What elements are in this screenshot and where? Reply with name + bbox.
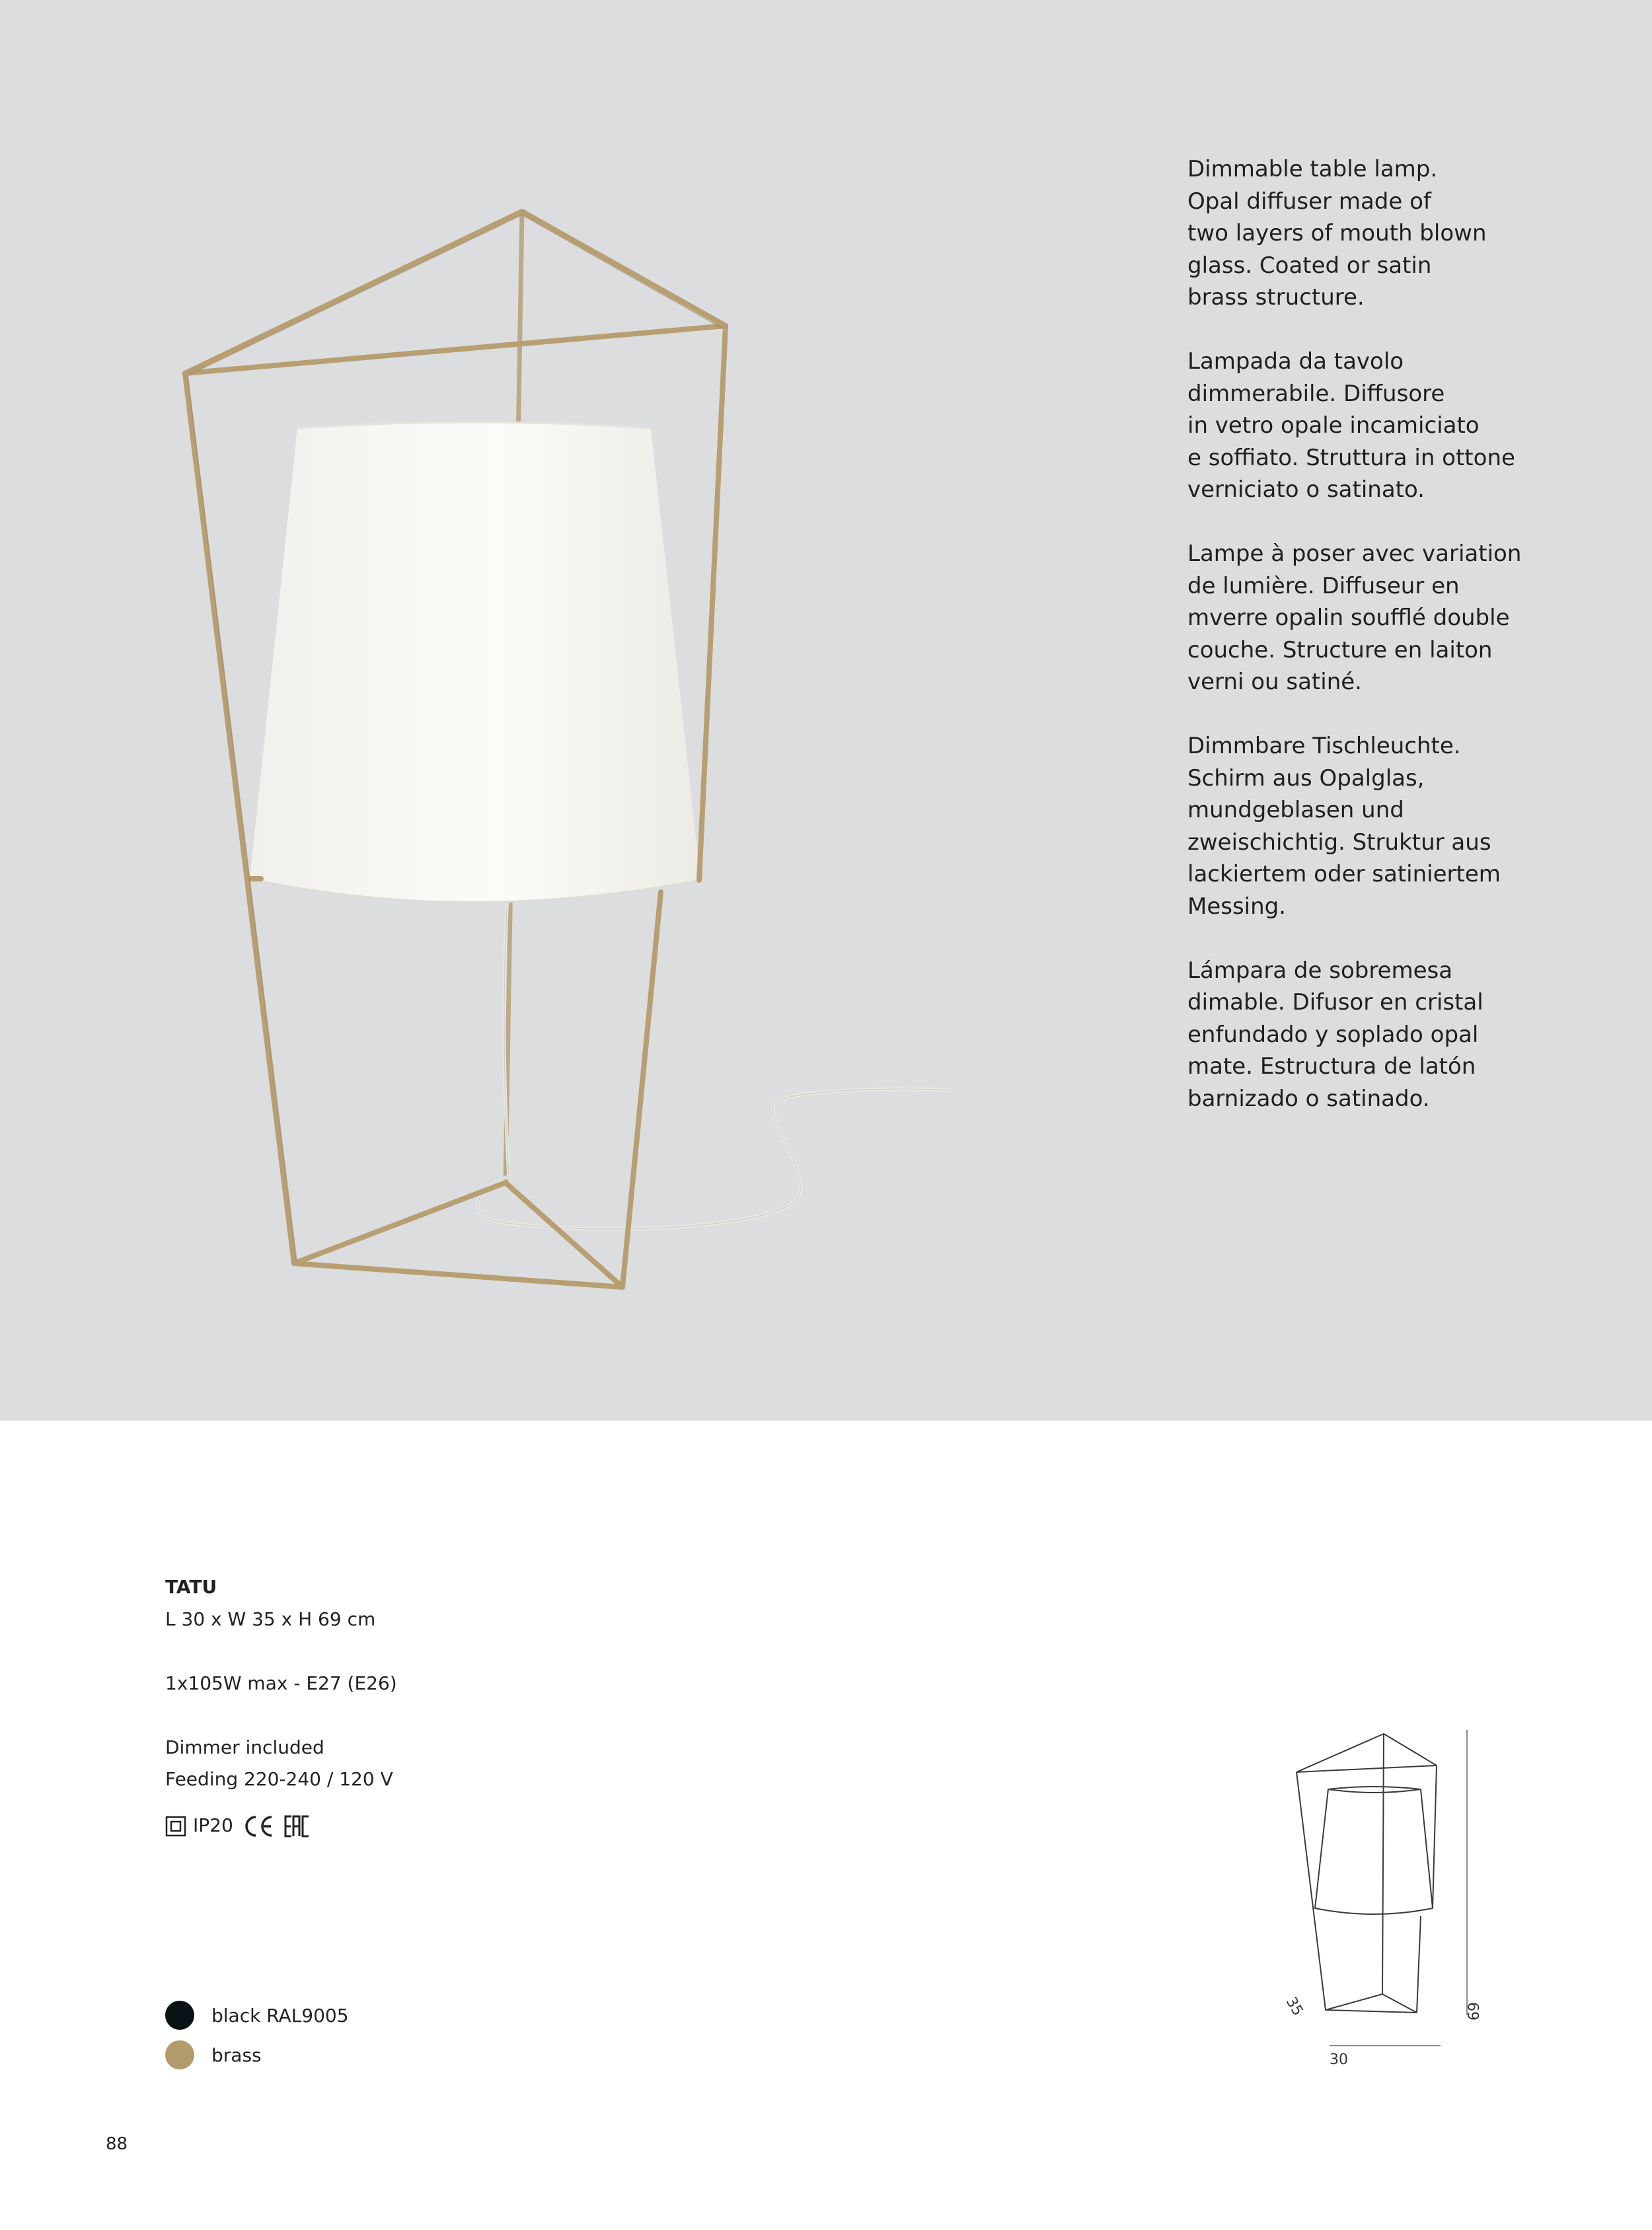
- double-insulation-icon: [165, 1816, 186, 1837]
- finish-label: black RAL9005: [211, 2004, 349, 2026]
- ip-rating: IP20: [193, 1814, 233, 1837]
- swatch-brass: [165, 2040, 194, 2069]
- page-number: 88: [106, 2134, 128, 2154]
- product-power: 1x105W max - E27 (E26): [165, 1672, 397, 1694]
- product-descriptions: [1187, 153, 1584, 1147]
- ce-mark-icon: [243, 1814, 276, 1838]
- lamp-photo: [0, 0, 991, 1421]
- product-name: TATU: [165, 1576, 217, 1598]
- description-spanish: Lámpara de sobremesa dimable. Difusor en cristal enfundado y soplado opal mate. Estructura de latón barnizado o satinado.: [1187, 957, 1483, 1112]
- finish-option: [165, 1995, 349, 2035]
- certification-row: [165, 1810, 694, 1842]
- finish-option: [165, 2035, 349, 2075]
- finish-swatches: [165, 1995, 349, 2075]
- depth-label: 35: [1282, 1994, 1306, 2019]
- description-german: Dimmbare Tischleuchte. Schirm aus Opalglas, mundgeblasen und zweischichtig. Struktur aus lackiertem oder satiniertem Messing.: [1187, 733, 1501, 920]
- product-feeding: Feeding 220-240 / 120 V: [165, 1768, 393, 1790]
- product-dimmer: Dimmer included: [165, 1736, 324, 1758]
- width-label: 30: [1330, 2052, 1348, 2068]
- eac-mark-icon: [283, 1814, 311, 1838]
- description-french: Lampe à poser avec variation de lumière. Diffuseur en mverre opalin soufflé double couche. Structure en laiton verni ou satiné.: [1187, 540, 1522, 695]
- product-specs: [165, 1571, 694, 1842]
- height-label: 69: [1466, 2002, 1483, 2021]
- dimension-drawing: [1249, 1718, 1513, 2088]
- swatch-black: [165, 2001, 194, 2030]
- description-english: Dimmable table lamp. Opal diffuser made of two layers of mouth blown glass. Coated or satin brass structure.: [1187, 156, 1487, 311]
- description-italian: Lampada da tavolo dimmerabile. Diffusore in vetro opale incamiciato e soffiato. Struttura in ottone verniciato o satinato.: [1187, 348, 1515, 503]
- product-dimensions: L 30 x W 35 x H 69 cm: [165, 1608, 376, 1630]
- finish-label: brass: [211, 2044, 262, 2066]
